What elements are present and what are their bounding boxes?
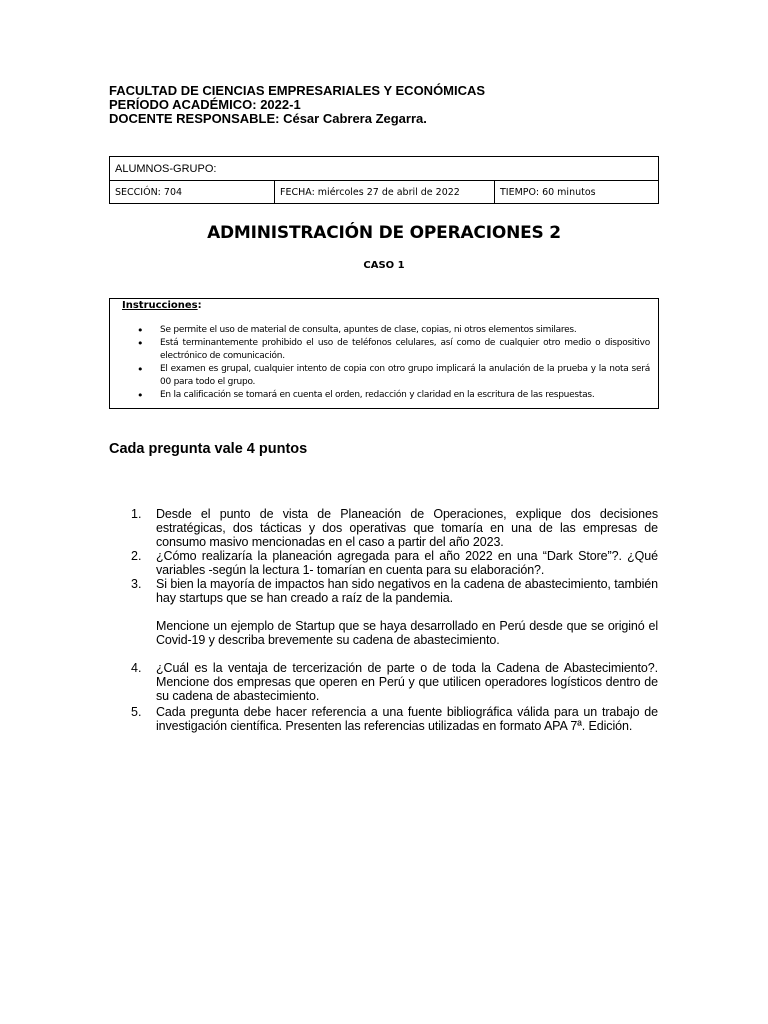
info-table [109, 156, 659, 204]
question-text: Cada pregunta debe hacer referencia a una fuente bibliográfica válida para un trabajo de investigación científica. Presenten las referencias utilizadas en formato APA 7ª. Edición. [156, 705, 658, 733]
question-5 [131, 705, 658, 733]
question-number: 4. [131, 661, 142, 675]
question-number: 3. [131, 577, 142, 591]
question-number: 5. [131, 705, 142, 719]
instruction-item: • En la calificación se tomará en cuenta el orden, redacción y claridad en la escritura de las respuestas. [110, 389, 650, 402]
question-number: 2. [131, 549, 142, 563]
case-subtitle: CASO 1 [363, 260, 405, 271]
instruction-item: • Está terminantemente prohibido el uso de teléfonos celulares, así como de cualquier otro medio o dispositivo electrónico de comunicación. [110, 337, 650, 363]
instructions-heading: Instrucciones: [122, 300, 202, 311]
tiempo-cell: TIEMPO: 60 minutos [495, 181, 659, 204]
faculty-line: FACULTAD DE CIENCIAS EMPRESARIALES Y ECONÓMICAS [109, 83, 486, 98]
instruction-item: • Se permite el uso de material de consulta, apuntes de clase, copias, ni otros elementos similares. [110, 324, 650, 337]
instructions-box [109, 298, 659, 409]
question-text: Si bien la mayoría de impactos han sido negativos en la cadena de abastecimiento, también hay startups que se han creado a raíz de la pandemia. [156, 577, 658, 605]
question-number: 1. [131, 507, 142, 521]
exam-title: ADMINISTRACIÓN DE OPERACIONES 2 [207, 223, 561, 243]
question-4 [131, 661, 658, 703]
points-note: Cada pregunta vale 4 puntos [109, 441, 308, 457]
fecha-cell: FECHA: miércoles 27 de abril de 2022 [275, 181, 495, 204]
alumnos-grupo-cell: ALUMNOS-GRUPO: [110, 157, 659, 181]
question-text: ¿Cuál es la ventaja de tercerización de parte o de toda la Cadena de Abastecimiento?. Mencione dos empresas que operen en Perú y que utilicen operadores logísticos dentro de su cadena de abastecimiento. [156, 661, 658, 703]
instructions-list [110, 324, 650, 402]
question-text-continued: Mencione un ejemplo de Startup que se haya desarrollado en Perú desde que se originó el Covid-19 y describa brevemente su cadena de abastecimiento. [156, 619, 658, 647]
question-text: ¿Cómo realizaría la planeación agregada para el año 2022 en una “Dark Store”?. ¿Qué variables -según la lectura 1- tomarían en cuenta para su elaboración?. [156, 549, 658, 577]
question-text: Desde el punto de vista de Planeación de Operaciones, explique dos decisiones estratégicas, dos tácticas y dos operativas que tomaría en una de las empresas de consumo masivo mencionadas en el caso a partir del año 2023. [156, 507, 658, 549]
question-1 [131, 507, 658, 549]
seccion-cell: SECCIÓN: 704 [110, 181, 275, 204]
document-header [109, 84, 485, 126]
question-2 [131, 549, 658, 577]
teacher-line: DOCENTE RESPONSABLE: César Cabrera Zegarra. [109, 111, 427, 126]
instruction-item: • El examen es grupal, cualquier intento de copia con otro grupo implicará la anulación de la prueba y la nota será 00 para todo el grupo. [110, 363, 650, 389]
period-line: PERÍODO ACADÉMICO: 2022-1 [109, 97, 301, 112]
question-3 [131, 577, 658, 647]
